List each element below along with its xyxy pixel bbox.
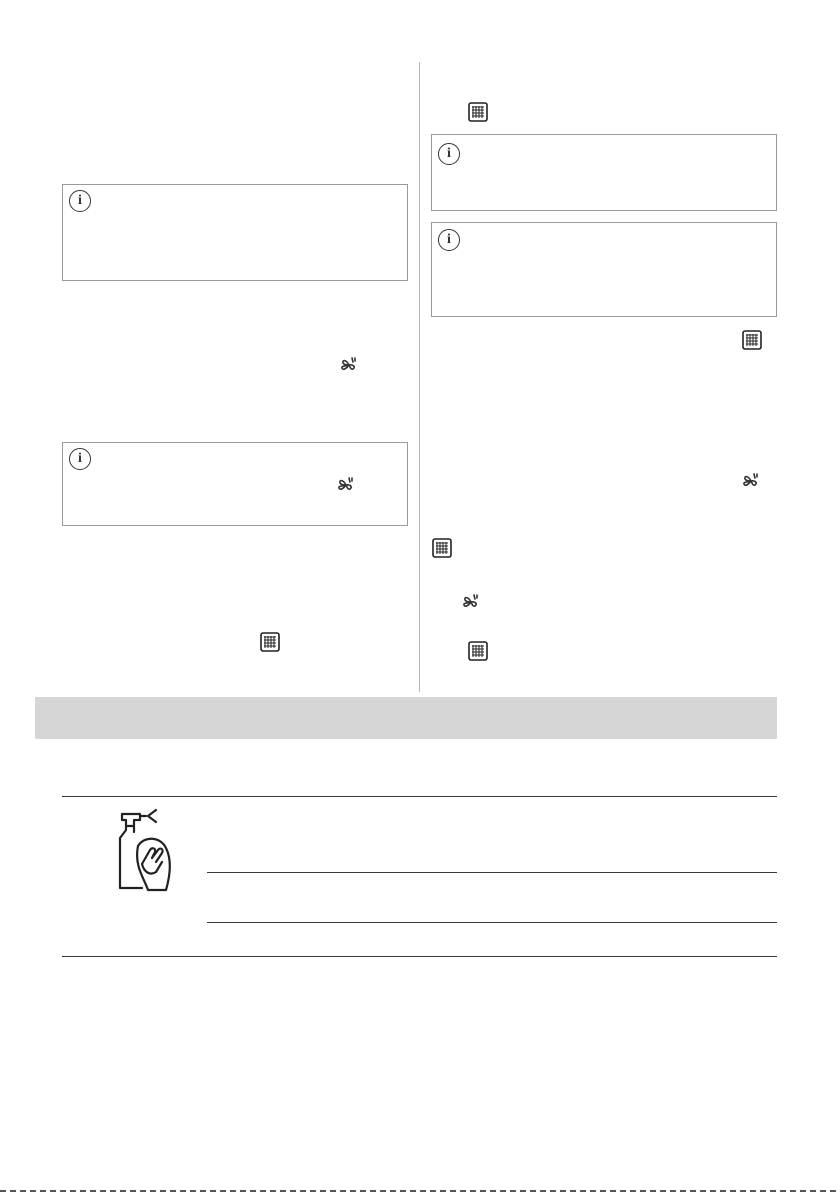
fan-icon xyxy=(338,356,360,374)
section-heading-band xyxy=(35,697,777,739)
fan-icon xyxy=(460,593,482,611)
fan-icon xyxy=(335,476,357,494)
table-row-rule-1 xyxy=(207,872,777,873)
table-row-rule-2 xyxy=(207,922,777,923)
info-symbol: i xyxy=(447,232,451,247)
table-bottom-rule xyxy=(62,956,777,957)
info-symbol: i xyxy=(447,146,451,161)
column-divider xyxy=(419,62,420,692)
info-icon xyxy=(69,448,91,470)
info-note-left-1 xyxy=(62,184,408,281)
info-note-right-1 xyxy=(431,134,777,211)
info-icon xyxy=(69,190,91,212)
grid-pattern-icon xyxy=(468,102,488,122)
grid-pattern-icon xyxy=(432,538,452,558)
spray-and-cloth-icon xyxy=(108,806,174,897)
info-icon xyxy=(438,229,460,251)
grid-pattern-icon xyxy=(742,330,762,350)
fan-icon xyxy=(740,472,762,490)
info-symbol: i xyxy=(78,451,82,466)
table-top-rule xyxy=(62,796,777,797)
grid-pattern-icon xyxy=(260,632,280,652)
grid-pattern-icon xyxy=(468,641,488,661)
info-note-left-2 xyxy=(62,442,408,526)
info-symbol: i xyxy=(78,193,82,208)
info-note-right-2 xyxy=(431,222,777,317)
info-icon xyxy=(438,143,460,165)
